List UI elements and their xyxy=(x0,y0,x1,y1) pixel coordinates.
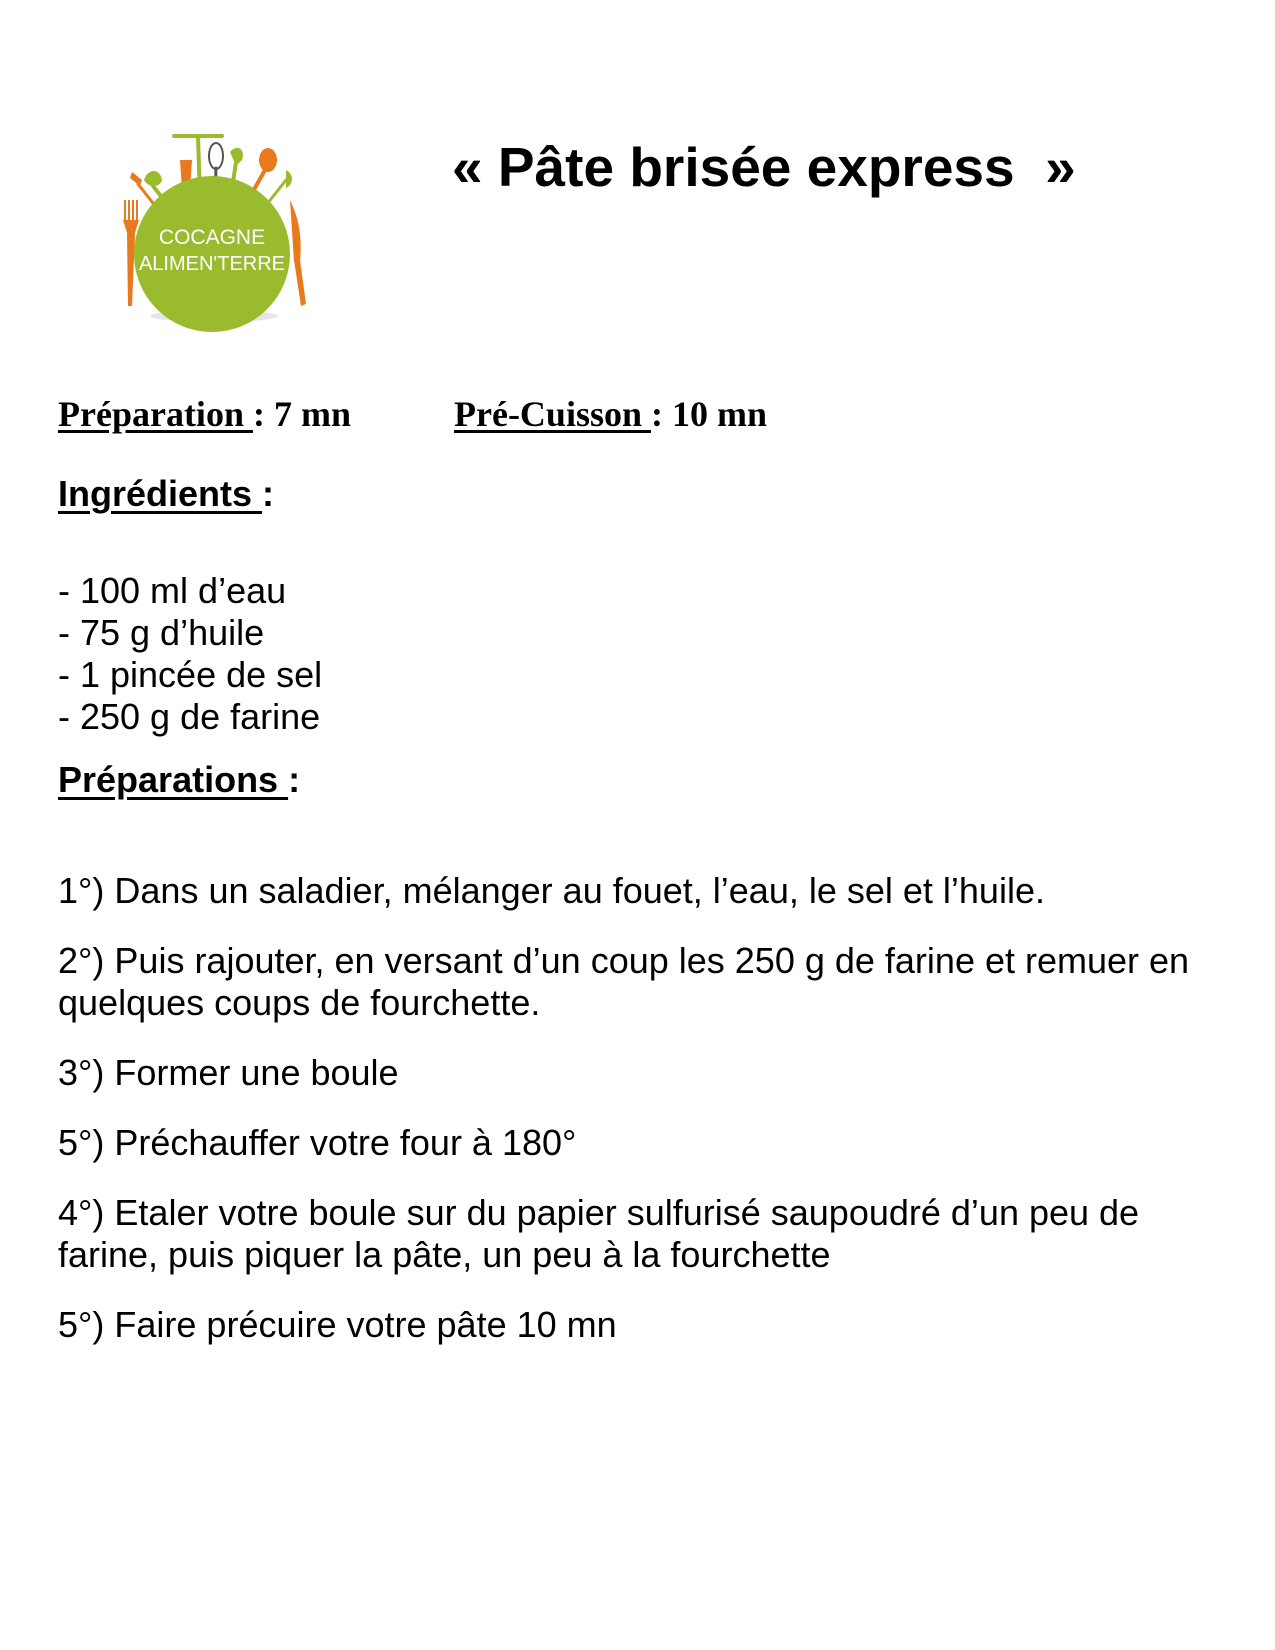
prep-time-value: : 7 mn xyxy=(252,394,351,434)
preparation-step: 3°) Former une boule xyxy=(58,1052,399,1093)
preparations-heading-label: Préparations xyxy=(58,759,289,800)
logo-text-line2: ALIMEN'TERRE xyxy=(138,253,286,275)
cook-time xyxy=(454,396,767,432)
logo-graphic xyxy=(118,128,324,340)
recipe-title: « Pâte brisée express » xyxy=(452,136,1076,198)
logo-text-line1: COCAGNE xyxy=(158,226,266,249)
preparation-step: 5°) Faire précuire votre pâte 10 mn xyxy=(58,1304,617,1345)
ingredients-heading-colon: : xyxy=(262,473,275,514)
ingredient-item: - 250 g de farine xyxy=(58,696,321,737)
preparation-step: 2°) Puis rajouter, en versant d’un coup les 250 g de farine et remuer en quelques coups de fourchette. xyxy=(58,940,1190,1023)
preparation-steps xyxy=(58,870,1198,1374)
cook-time-value: : 10 mn xyxy=(651,394,767,434)
ingredient-item: - 1 pincée de sel xyxy=(58,654,323,695)
cook-time-label: Pré-Cuisson xyxy=(454,394,651,434)
knife-icon xyxy=(290,200,306,306)
ingredient-item: - 100 ml d’eau xyxy=(58,570,287,611)
ingredients-list xyxy=(58,570,322,738)
cocagne-logo xyxy=(118,128,324,340)
preparation-step: 5°) Préchauffer votre four à 180° xyxy=(58,1122,577,1163)
preparations-heading xyxy=(58,759,301,800)
ingredients-heading xyxy=(58,473,275,514)
ingredients-heading-label: Ingrédients xyxy=(58,473,263,514)
ingredient-item: - 75 g d’huile xyxy=(58,612,265,653)
prep-time-label: Préparation xyxy=(58,394,253,434)
preparation-step: 4°) Etaler votre boule sur du papier sulfurisé saupoudré d’un peu de farine, puis piquer la pâte, un peu à la fourchette xyxy=(58,1192,1140,1275)
prep-time xyxy=(58,396,351,432)
preparations-heading-colon: : xyxy=(288,759,301,800)
preparation-step: 1°) Dans un saladier, mélanger au fouet, l’eau, le sel et l’huile. xyxy=(58,870,1045,911)
